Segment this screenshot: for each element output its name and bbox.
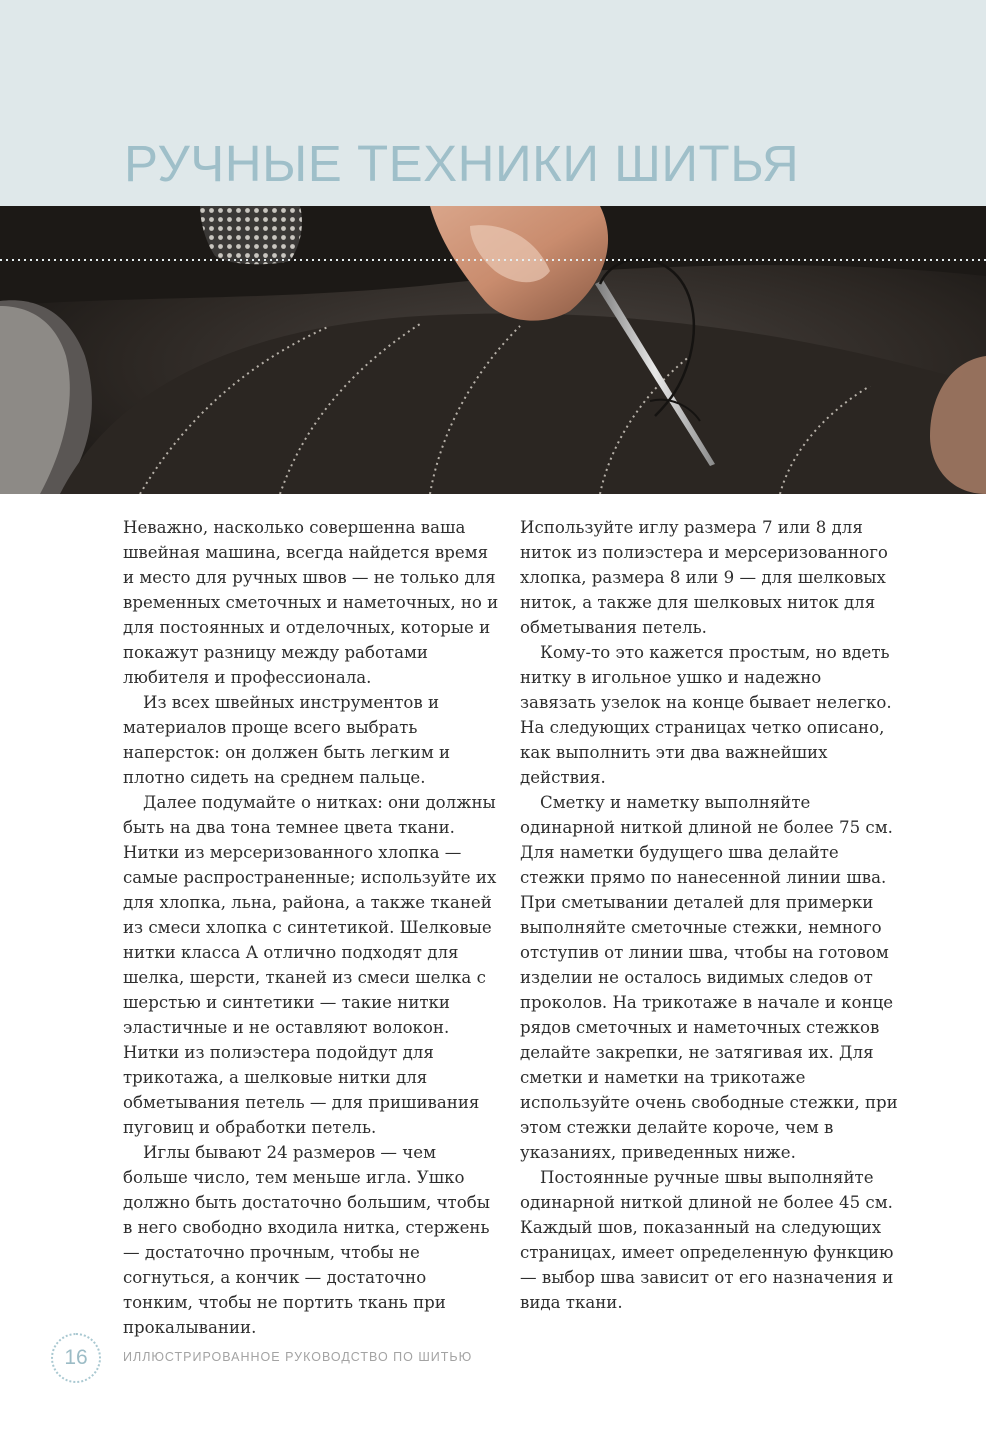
paragraph: Из всех швейных инструментов и материалов проще всего выбрать наперсток: он должен быть легким и плотно сидеть на среднем пальце. [123, 693, 451, 787]
paragraph: Используйте иглу размера 7 или 8 для ниток из полиэстера и мерсеризованного хлопка, размера 8 или 9 — для шелковых ниток, а также для шелковых ниток для обметывания петель. [520, 518, 888, 637]
sewing-hand-needle-photo [0, 206, 986, 494]
paragraph: Сметку и наметку выполняйте одинарной ниткой длиной не более 75 см. Для наметки будущего шва делайте стежки прямо по нанесенной линии шва. При сметывании деталей для примерки выполняйте сметочные стежки, немного отступив от линии шва, чтобы на готовом изделии не осталось видимых следов от проколов. На трикотаже в начале и конце рядов сметочных и наметочных стежков делайте закрепки, не затягивая их. Для сметки и наметки на трикотаже используйте очень свободные стежки, при этом стежки делайте короче, чем в указаниях, приведенных ниже. [520, 793, 898, 1162]
page-number: 16 [64, 1346, 88, 1369]
paragraph: Иглы бывают 24 размеров — чем больше число, тем меньше игла. Ушко должно быть достаточно большим, чтобы в него свободно входила нитка, стержень — достаточно прочным, чтобы не согнуться, а кончик — достаточно тонким, чтобы не портить ткань при прокалывании. [123, 1143, 490, 1337]
running-footer: ИЛЛЮСТРИРОВАННОЕ РУКОВОДСТВО ПО ШИТЬЮ [123, 1350, 473, 1364]
paragraph: Далее подумайте о нитках: они должны быть на два тона темнее цвета ткани. Нитки из мерсеризованного хлопка — самые распространенные; используйте их для хлопка, льна, районa, а также тканей из смеси хлопка с синтетикой. Шелковые нитки класса А отлично подходят для шелка, шерсти, тканей из смеси шелка с шерстью и синтетики — такие нитки эластичные и не оставляют волокон. Нитки из полиэстера подойдут для трикотажа, а шелковые нитки для обметывания петель — для пришивания пуговиц и обработки петель. [123, 793, 497, 1137]
text-column-right [520, 515, 900, 1315]
paragraph: Кому-то это кажется простым, но вдеть нитку в игольное ушко и надежно завязать узелок на конце бывает нелегко. На следующих страницах четко описано, как выполнить эти два важнейших действия. [520, 643, 892, 787]
page-number-badge [51, 1333, 101, 1383]
text-column-left [123, 515, 499, 1340]
chapter-title: РУЧНЫЕ ТЕХНИКИ ШИТЬЯ [124, 135, 800, 192]
paragraph: Постоянные ручные швы выполняйте одинарной ниткой длиной не более 45 см. Каждый шов, показанный на следующих страницах, имеет определенную функцию — выбор шва зависит от его назначения и вида ткани. [520, 1168, 894, 1312]
paragraph: Неважно, насколько совершенна ваша швейная машина, всегда найдется время и место для ручных швов — не только для временных сметочных и наметочных, но и для постоянных и отделочных, которые и покажут разницу между работами любителя и профессионала. [123, 518, 499, 687]
